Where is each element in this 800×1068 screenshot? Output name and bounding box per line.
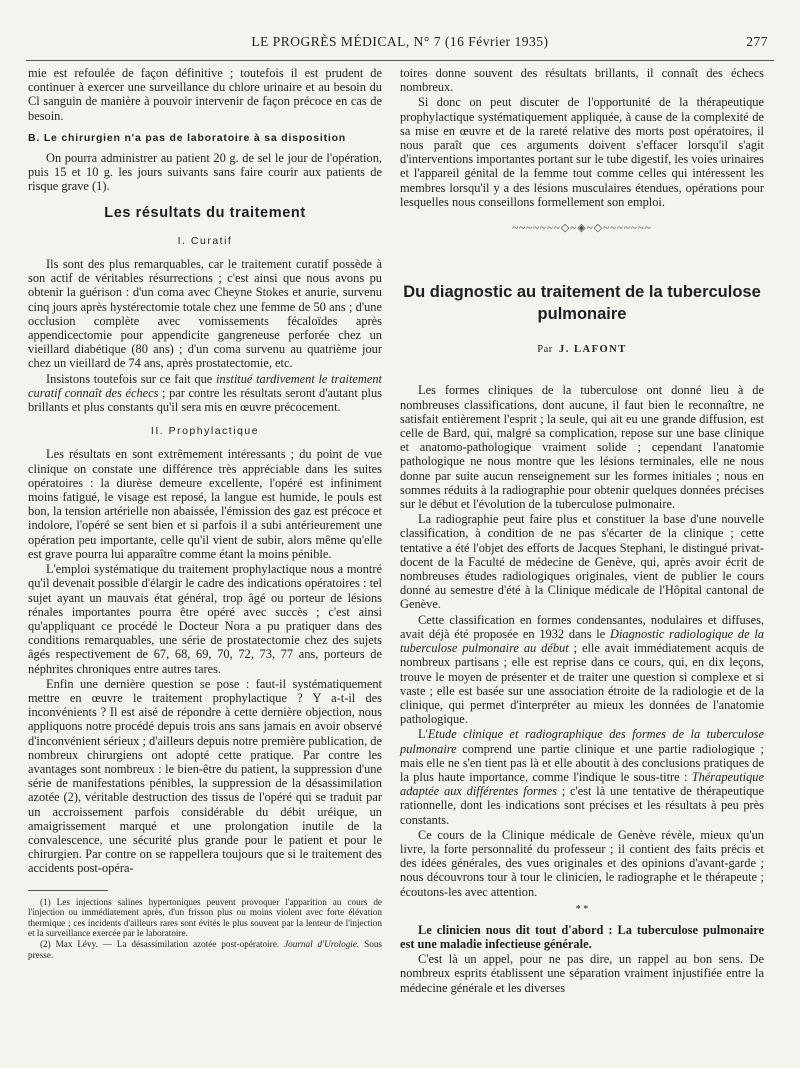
paragraph: Ce cours de la Clinique médicale de Genève révèle, mieux qu'un livre, la forte personnalité du professeur ; il contient des faits précis et des idées générales, des vues originales et des opinions d'avant-garde ; nous découvrons tour à tour le clinicien, le radiographe et le thérapeute ; écoutons-les avec attention. [400,827,764,899]
paragraph: toires donne souvent des résultats brillants, il connaît des échecs nombreux. [400,66,764,95]
footnotes [28,897,382,961]
paragraph: mie est refoulée de façon définitive ; toutefois il est prudent de continuer à exercer une surveillance du chlore urinaire et au besoin du Cl sanguin de manière à pouvoir intervenir de façon précoce en cas de besoin. [28,66,382,123]
footnote-1: (1) Les injections salines hypertoniques peuvent provoquer l'apparition au cours de l'injection ou immédiatement après, d'un frisson plus ou moins violent avec forte élévation thermique ; ces incidents d'ailleurs rares sont évités le plus souvent par la lenteur de l'injection et la surveillance exercée par le laboratoire. [28,896,382,939]
paragraph: Cette classification en formes condensantes, nodulaires et diffuses, avait déjà été proposée en 1932 dans le Diagnostic radiologique de la tuberculose pulmonaire au début ; elle avait immédiatement acquis de nombreux partisans ; elle est reprise dans ce cours, qui, en dix leçons, trouve le moyen de présenter et de traiter une question si complexe et si vaste ; elle est basée sur une association étroite de la radiologie et de la clinique, qui permet d'interpréter au mieux les données de l'anatomie pathologique. [400,612,764,727]
header-rule [26,60,774,61]
paragraph: Si donc on peut discuter de l'opportunité de la thérapeutique prophylactique systématiquement appliquée, à cause de la complexité de sa mise en œuvre et de la rareté relative des morts post opératoires, il nous paraît que ces arguments doivent s'effacer lorsqu'il s'agit d'interventions importantes portant sur le tube digestif, les voies urinaires et l'appareil génital de la femme tout comme celles qui intéressent les membres lorsqu'il y a des lésions musculaires étendues, opérations pour lesquelles nous conseillons formellement son emploi. [400,95,764,209]
paragraph: La radiographie peut faire plus et constituer la base d'une nouvelle classification, à condition de ne pas s'écarter de la clinique ; cette tentative a été l'objet des efforts de Jacques Stephani, le distingué privat-docent de la Faculté de médecine de Genève, qui, après avoir écrit de nombreuses études radiologiques originales, vient de publier le cours donné au semestre d'été à la Clinique médicale de l'Hôpital cantonal de Genève. [400,512,764,612]
paragraph: L'Etude clinique et radiographique des formes de la tuberculose pulmonaire comprend une partie clinique et une partie radiologique ; mais elle ne s'en tient pas là et elle aboutit à des conclusions pratiques de la plus haute importance, comme l'indique le sous-titre : Thérapeutique adaptée aux différentes formes ; c'est là une tentative de thérapeutique rationnelle, dont les indications sont précises et les résultats à peu près constants. [400,727,764,827]
paragraph: Enfin une dernière question se pose : faut-il systématiquement mettre en œuvre le traitement prophylactique ? Y a-t-il des inconvénients ? Il est aisé de répondre à cette dernière objection, nous appliquons notre procédé depuis trois ans sans jamais en avoir observé d'inconvénient sérieux ; d'ailleurs depuis notre première publication, de nombreux chirurgiens ont adopté cette pratique. Par contre les avantages sont nombreux : le bien-être du patient, la suppression d'une série de manifestations pénibles, la suppression de la désassimilation azotée (2), véritable destruction des tissus de l'opéré qui se traduit par un accroissement parfois considérable du débit uréique, un amaigrissement marqué et une prolongation inutile de la convalescence, une sécurité plus grande pour le patient et pour le chirurgien. Par contre on se rappellera toujours que si le traitement des accidents post-opéra- [28,676,382,876]
italic-emphasis: institué tardivement le traitement curatif connaît des échecs [28,371,382,400]
ornament-divider: ~~~~~~~◇~◈~◇~~~~~~~ [512,222,652,235]
left-column [28,66,382,960]
paragraph: Les résultats en sont extrêmement intéressants ; du point de vue clinique on constate une différence très appréciable dans les suites opératoires : la diurèse demeure excellente, l'opéré est infiniment moins fatigué, le visage est reposé, la langue est humide, le pouls est bon, la tension artérielle non abaissée, l'émission des gaz est précoce et indolore, l'opéré se sent bien et si parfois il a subi antérieurement une opération peu importante, celle qu'il vient de subir, alors même qu'elle est grave pourra lui apparaître comme étant la moins pénible. [28,447,382,561]
article-title: Du diagnostic au traitement de la tuberculose pulmonaire [403,283,761,324]
byline: Par J. LAFONT [537,344,627,356]
page-number: 277 [746,34,768,49]
running-header [20,34,780,54]
section-heading: Les résultats du traitement [104,204,306,221]
journal-title: LE PROGRÈS MÉDICAL, N° 7 (16 Février 1935) [251,34,549,49]
paragraph: Insistons toutefois sur ce fait que institué tardivement le traitement curatif connaît des échecs ; par contre les résultats seront d'autant plus brillants et plus constants qu'il sera mis en œuvre précocement. [28,371,382,415]
subheading-b: B. Le chirurgien n'a pas de laboratoire à sa disposition [28,131,347,144]
footnote-2: (2) Max Lévy. — La désassimilation azotée post-opératoire. Journal d'Urologie. Sous presse. [28,938,382,960]
right-column [400,66,764,996]
paragraph: Les formes cliniques de la tuberculose ont donné lieu à de nombreuses classifications, dont aucune, il faut bien le reconnaître, ne satisfait entièrement l'esprit ; la seule, qui ait eu une grande diffusion, est celle de Bard, qui, malgré sa complication, repose sur une base clinique et anatomo-pathologique vraiment solide ; cependant l'anatomie pathologique ne nous montre que les lésions terminales, elle ne nous donne par suite aucun renseignement sur les formes initiales ; nous en sommes réduits à la radiographie pour obtenir quelques données précises sur le début et l'évolution de la tuberculose pulmonaire. [400,383,764,512]
author-name: J. LAFONT [558,344,627,356]
subheading-curatif: I. Curatif [177,234,233,247]
bold-lead-paragraph: Le clinicien nous dit tout d'abord : La tuberculose pulmonaire est une maladie infectieuse générale. [400,922,764,951]
paragraph: On pourra administrer au patient 20 g. de sel le jour de l'opération, puis 15 et 10 g. les jours suivants sans faire courir aux patients de risque grave (1). [28,151,382,194]
footnote-rule [28,890,108,891]
asterism: * * [575,903,589,915]
paragraph: C'est là un appel, pour ne pas dire, un rappel au bon sens. De nombreux esprits établissent une séparation vraiment injustifiée entre la médecine générale et les diverses [400,952,764,995]
paragraph: Ils sont des plus remarquables, car le traitement curatif possède à son actif de véritables résurrections ; c'est ainsi que nous avons pu obtenir la guérison : d'un coma avec Cheyne Stokes et anurie, survenu cinq jours après hystérectomie totale chez une femme de 50 ans ; d'une occlusion complète avec vomissements fécaloïdes après appendicectomie pour appendicite gangreneuse perforée chez un vieillard diabétique (80 ans) ; d'un coma survenu au quatrième jour chez un vieillard de 74 ans, après prostatectomie, etc. [28,257,382,371]
subheading-prophylactique: II. Prophylactique [150,425,260,438]
paragraph: L'emploi systématique du traitement prophylactique nous a montré qu'il devenait possible d'élargir le cadre des indications opératoires : tel sujet ayant un mauvais état général, trop âgé ou porteur de lésions rénales importantes pourra être opéré avec succès ; c'est ainsi qu'appliquant ce procédé le Docteur Nora a pu pratiquer dans des conditions remarquables, une série de prostatectomie chez des sujets âgés respectivement de 67, 68, 69, 70, 72, 73, 77 ans, porteurs de néphrites chroniques entre autres tares. [28,562,382,676]
